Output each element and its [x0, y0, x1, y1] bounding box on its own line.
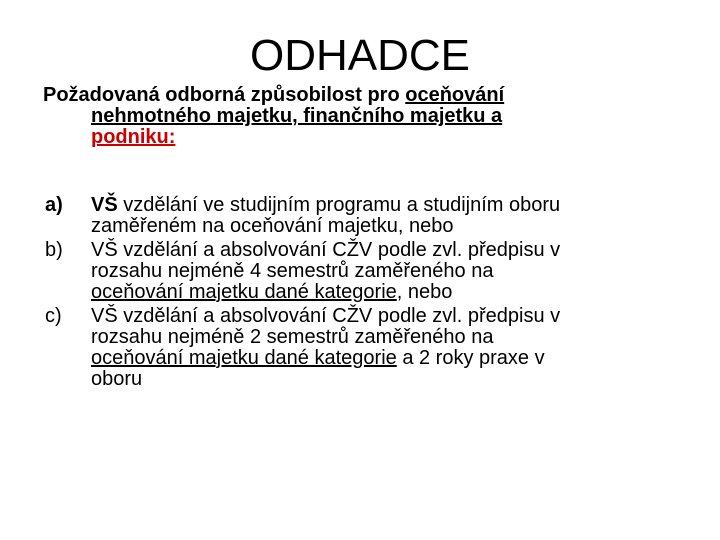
requirements-list: [45, 195, 715, 390]
list-marker: b): [45, 239, 63, 261]
list-line: rozsahu nejméně 2 semestrů zaměřeného na: [91, 326, 494, 348]
intro-text: Požadovaná odborná způsobilost pro: [43, 84, 406, 106]
list-line: [91, 282, 715, 303]
list-item-c: [45, 306, 715, 390]
list-underlined-term: oceňování majetku dané kategorie: [91, 281, 397, 303]
list-line: [91, 348, 715, 369]
list-text: , nebo: [396, 281, 453, 303]
slide-title: ODHADCE: [249, 31, 471, 80]
list-marker: a): [45, 194, 63, 216]
list-marker: c): [45, 305, 62, 327]
list-text: vzdělání ve studijním programu a studijním oboru: [117, 194, 561, 216]
list-bold-term: VŠ: [91, 194, 118, 216]
list-text: a 2 roky praxe v: [396, 347, 545, 369]
list-line: VŠ vzdělání a absolvování CŽV podle zvl. předpisu v: [91, 239, 561, 261]
requirement-intro: [43, 85, 693, 148]
intro-underlined-term: oceňování: [405, 84, 505, 106]
list-underlined-term: oceňování majetku dané kategorie: [91, 347, 397, 369]
intro-line-1: [43, 85, 693, 106]
list-line: [91, 195, 715, 216]
list-line: rozsahu nejméně 4 semestrů zaměřeného na: [91, 260, 494, 282]
list-line: oboru: [91, 368, 143, 390]
list-line: VŠ vzdělání a absolvování CŽV podle zvl. předpisu v: [91, 305, 561, 327]
intro-line-2: nehmotného majetku, finančního majetku a: [91, 105, 503, 127]
intro-line-3: podniku:: [91, 126, 176, 148]
list-line: zaměřeném na oceňování majetku, nebo: [91, 215, 454, 237]
list-item-b: [45, 240, 715, 303]
list-item-a: [45, 195, 715, 237]
